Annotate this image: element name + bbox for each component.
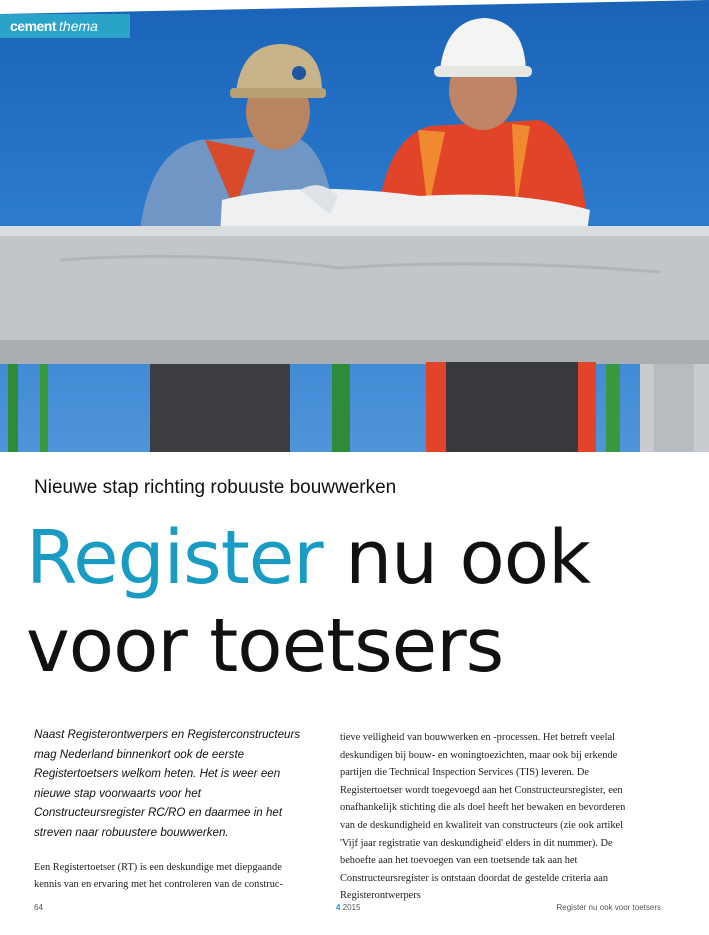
title-accent: Register [26,515,323,601]
intro-paragraph: Naast Registerontwerpers en Registerconstructeurs mag Nederland binnenkort ook de eerste Registertoetsers welkom heten. Het is weer een nieuwe stap voorwaarts voor het Constructeursregister RC/RO en daarmee in het streven naar robuustere bouwwerken. [34,728,301,839]
issue-year: 2015 [342,903,361,912]
article-title [26,514,590,690]
running-title: Register nu ook voor toetsers [556,903,661,912]
column-right [340,729,630,905]
kicker: Nieuwe stap richting robuuste bouwwerken [34,477,397,498]
magazine-section-tag [0,14,130,38]
hero-illustration [0,0,709,452]
title-line-2: voor toetsers [26,603,504,689]
title-line-1 [26,514,590,602]
title-rest: nu ook [322,515,590,601]
issue-label [336,903,360,912]
body-paragraph-right: tieve veiligheid van bouwwerken en -processen. Het betreft veelal deskundigen bij bouw- en woningtoezichten, maar ook bij erkende partijen die Technical Inspection Services (TIS) leveren. De Registertoetser wordt toegevoegd aan het Constructeursregister, een onafhankelijk stichting die als doel heeft het bewaken en bevorderen van de deskundigheid en kwaliteit van constructeurs (zie ook artikel 'Vijf jaar registratie van deskundigheid' elders in dit nummer). De behoefte aan het toevoegen van een toetsende tak aan het Constructeursregister is ontstaan doordat de gestelde criteria aan Registerontwerpers [340,732,626,902]
hero-photo [0,0,709,452]
page-number: 64 [34,903,43,912]
column-left [34,725,304,894]
issue-number: 4 [336,903,341,912]
magazine-logo: cement [10,18,57,34]
section-label: thema [59,18,98,34]
body-paragraph-left: Een Registertoetser (RT) is een deskundige met diepgaande kennis van en ervaring met het controleren van de construc- [34,861,283,891]
